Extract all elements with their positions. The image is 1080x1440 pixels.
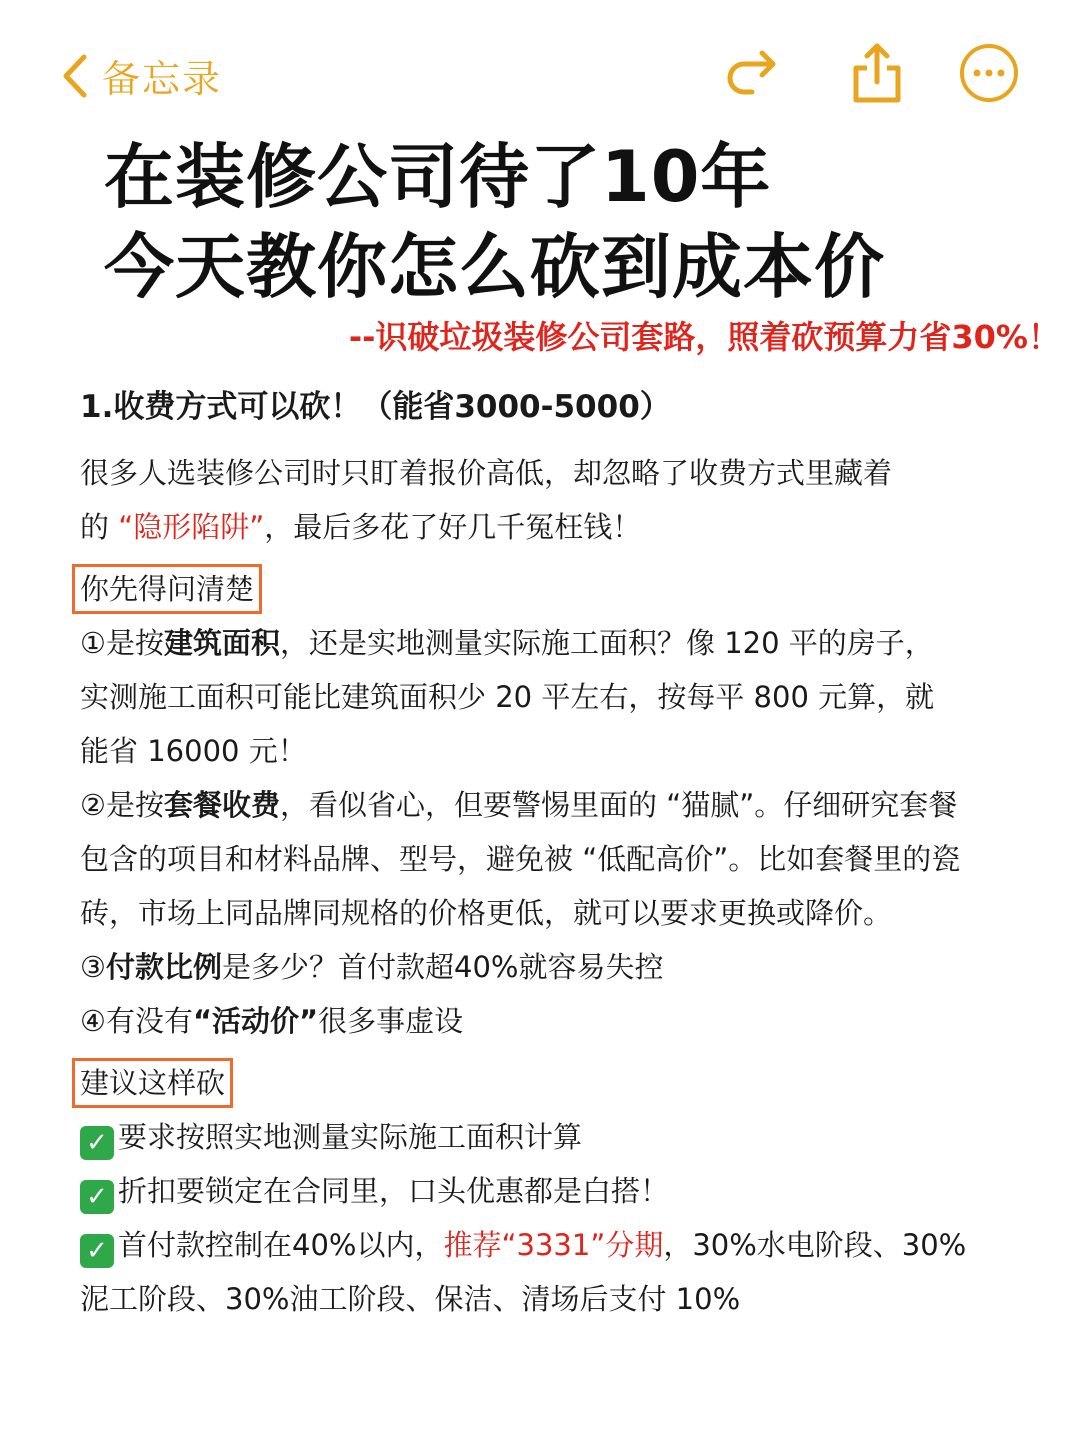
q2-bold: 套餐收费 bbox=[164, 788, 281, 822]
suggestion-text: 泥工阶段、30%油工阶段、保洁、清场后支付 10% bbox=[80, 1282, 741, 1316]
q1-text: 实测施工面积可能比建筑面积少 20 平左右，按每平 800 元算，就 bbox=[80, 680, 935, 714]
q3-text: 是多少？首付款超40%就容易失控 bbox=[222, 950, 664, 984]
q3-bold: 付款比例 bbox=[106, 950, 223, 984]
check-icon: ✓ bbox=[80, 1126, 114, 1160]
question-2 bbox=[80, 778, 1065, 940]
q2-text: ②是按 bbox=[80, 788, 164, 822]
check-icon: ✓ bbox=[80, 1180, 114, 1214]
q4-text: ④有没有 bbox=[80, 1004, 193, 1038]
question-4 bbox=[80, 994, 1065, 1048]
redo-icon[interactable] bbox=[722, 42, 784, 104]
nav-bar bbox=[0, 0, 1080, 140]
more-icon[interactable] bbox=[958, 42, 1020, 104]
section-heading: 1.收费方式可以砍！（能省3000-5000） bbox=[80, 389, 671, 425]
check-icon: ✓ bbox=[80, 1234, 114, 1268]
q1-text: 能省 16000 元！ bbox=[80, 734, 307, 768]
subtitle: --识破垃圾装修公司套路，照着砍预算力省30%！ bbox=[348, 318, 1060, 356]
question-3 bbox=[80, 940, 1065, 994]
q1-text: ①是按 bbox=[80, 626, 164, 660]
q4-text: 很多事虚设 bbox=[318, 1004, 464, 1038]
suggestion-text: ，30%水电阶段、30% bbox=[663, 1228, 967, 1262]
question-1 bbox=[80, 616, 1065, 778]
share-icon[interactable] bbox=[846, 42, 908, 104]
note-title bbox=[104, 132, 885, 312]
suggestion-3 bbox=[80, 1218, 1065, 1326]
chevron-left-icon bbox=[58, 51, 92, 101]
note-body bbox=[80, 380, 1065, 1326]
intro-text: ，最后多花了好几千冤枉钱！ bbox=[264, 510, 642, 544]
q2-text: 砖，市场上同品牌同规格的价格更低，就可以要求更换或降价。 bbox=[80, 896, 893, 930]
title-line-1: 在装修公司待了10年 bbox=[104, 136, 772, 218]
suggestion-text: 要求按照实地测量实际施工面积计算 bbox=[118, 1120, 583, 1154]
q1-text: ，还是实地测量实际施工面积？像 120 平的房子， bbox=[280, 626, 934, 660]
boxed-label-ask: 你先得问清楚 bbox=[72, 564, 262, 614]
intro-paragraph bbox=[80, 446, 1065, 554]
title-line-2: 今天教你怎么砍到成本价 bbox=[104, 226, 885, 308]
intro-highlight: “隐形陷阱” bbox=[118, 510, 265, 544]
back-button[interactable] bbox=[58, 48, 222, 103]
back-label: 备忘录 bbox=[102, 57, 223, 101]
suggestion-1 bbox=[80, 1110, 1065, 1164]
intro-text: 的 bbox=[80, 510, 110, 544]
suggestion-text: 折扣要锁定在合同里，口头优惠都是白搭！ bbox=[118, 1174, 670, 1208]
suggestion-highlight: 推荐“3331”分期 bbox=[443, 1228, 664, 1262]
q2-text: ，看似省心，但要警惕里面的 “猫腻”。仔细研究套餐 bbox=[280, 788, 958, 822]
q4-bold: “活动价” bbox=[193, 1004, 319, 1038]
q1-bold: 建筑面积 bbox=[164, 626, 281, 660]
q3-text: ③ bbox=[80, 950, 106, 984]
intro-text: 很多人选装修公司时只盯着报价高低，却忽略了收费方式里藏着 bbox=[80, 456, 893, 490]
suggestion-2 bbox=[80, 1164, 1065, 1218]
boxed-label-advice: 建议这样砍 bbox=[72, 1058, 233, 1108]
q2-text: 包含的项目和材料品牌、型号，避免被 “低配高价”。比如套餐里的瓷 bbox=[80, 842, 961, 876]
suggestion-text: 首付款控制在40%以内， bbox=[118, 1228, 444, 1262]
